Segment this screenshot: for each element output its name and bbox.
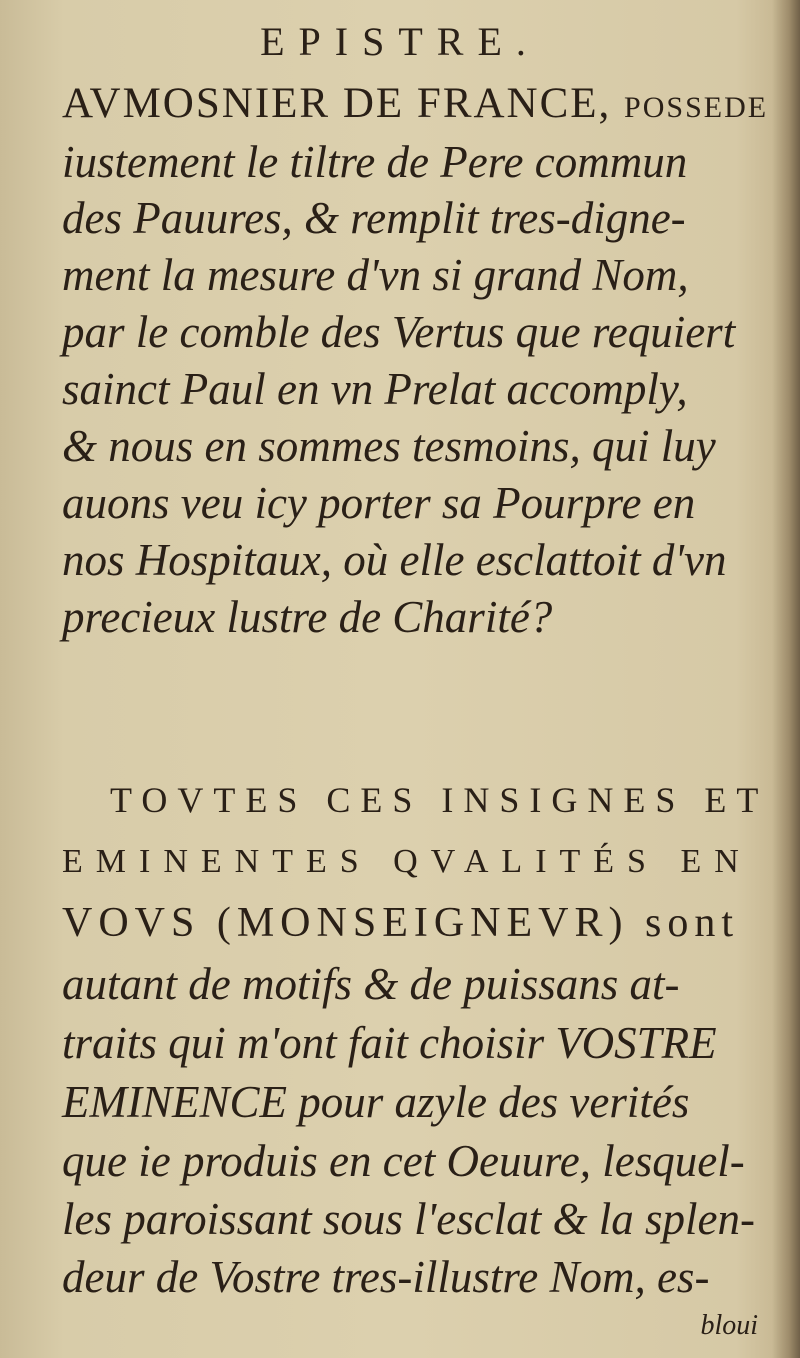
- text-line: & nous en sommes tesmoins, qui luy: [62, 421, 716, 471]
- page-gutter-shadow: [772, 0, 800, 1358]
- text-line: nos Hospitaux, où elle esclattoit d'vn: [62, 535, 727, 585]
- text-line: TOVTES CES INSIGNES ET: [110, 780, 769, 820]
- text-line: par le comble des Vertus que requiert: [62, 307, 736, 357]
- text-line: des Pauures, & remplit tres-digne-: [62, 193, 686, 243]
- text-line: auons veu icy porter sa Pourpre en: [62, 478, 696, 528]
- text-line: sainct Paul en vn Prelat accomply,: [62, 364, 688, 414]
- text-line: EMINENTES QVALITÉS EN: [62, 843, 752, 880]
- text-line: les paroissant sous l'esclat & la splen-: [62, 1194, 755, 1244]
- text-line-content: VOVS (MONSEIGNEVR) sont: [62, 900, 740, 946]
- text-line: AVMOSNIER DE FRANCE, possede: [62, 80, 769, 127]
- text-line: ment la mesure d'vn si grand Nom,: [62, 250, 689, 300]
- text-line: iustement le tiltre de Pere commun: [62, 137, 688, 187]
- text-line: deur de Vostre tres-illustre Nom, es-: [62, 1252, 710, 1302]
- catchword: bloui: [700, 1310, 758, 1341]
- text-line: precieux lustre de Charité?: [62, 592, 553, 642]
- text-line: [62, 902, 739, 944]
- text-line: autant de motifs & de puissans at-: [62, 959, 680, 1009]
- text-line: EMINENCE pour azyle des verités: [62, 1077, 690, 1127]
- text-line: que ie produis en cet Oeuure, lesquel-: [62, 1136, 745, 1186]
- text-line: traits qui m'ont fait choisir VOSTRE: [62, 1018, 717, 1068]
- running-head: EPISTRE.: [260, 19, 540, 64]
